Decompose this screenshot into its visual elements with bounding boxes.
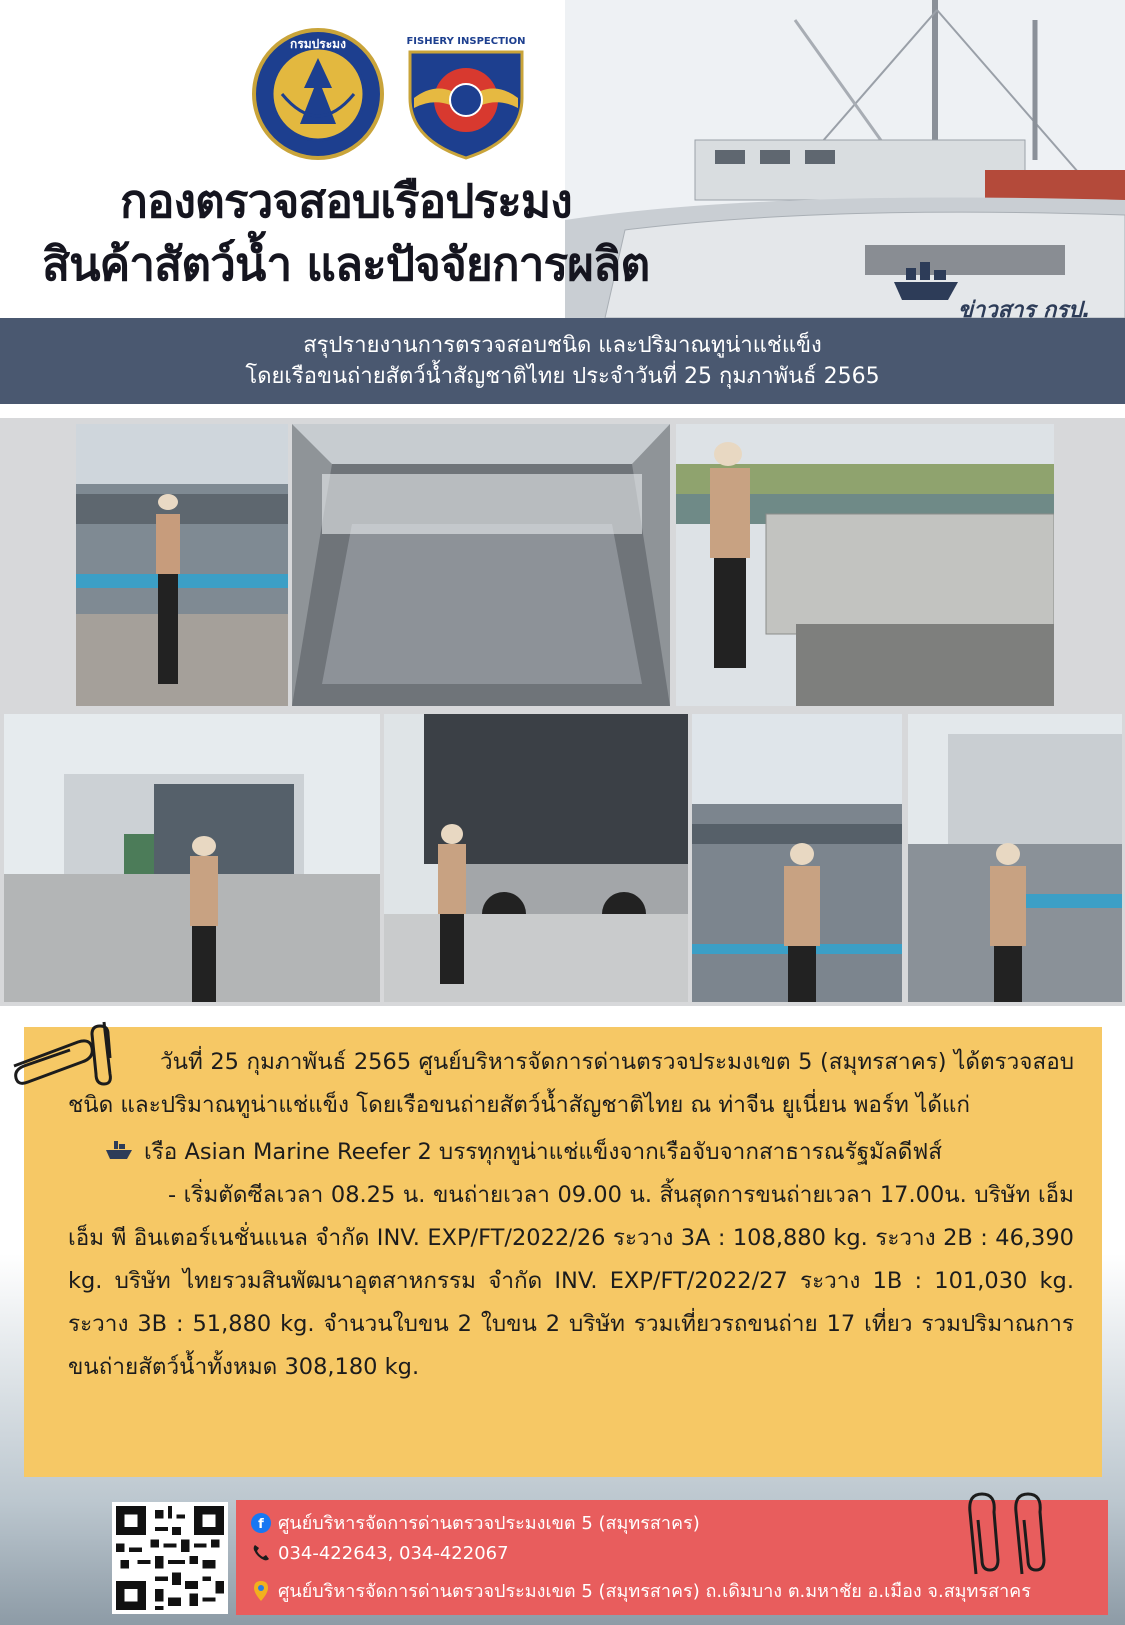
photo-collage xyxy=(0,418,1125,1006)
header xyxy=(0,0,1125,318)
qr-code[interactable] xyxy=(112,1502,228,1614)
news-label: ข่าวสาร กรป. xyxy=(958,298,1091,318)
banner-line2: โดยเรือขนถ่ายสัตว์น้ำสัญชาติไทย ประจำวันที่ 25 กุมภาพันธ์ 2565 xyxy=(245,364,880,389)
paperclip-icon xyxy=(962,1484,1054,1576)
location-pin-icon xyxy=(250,1580,272,1602)
photo-inspector-truck xyxy=(384,714,688,1002)
svg-text:f: f xyxy=(258,1516,264,1532)
report-info-box xyxy=(24,1027,1102,1477)
photo-inspector-ship-rail xyxy=(76,424,288,706)
phone-icon xyxy=(250,1542,272,1564)
svg-text:กรมประมง: กรมประมง xyxy=(290,37,346,51)
svg-text:FISHERY INSPECTION: FISHERY INSPECTION xyxy=(406,36,526,47)
photo-truck-by-ship xyxy=(4,714,380,1002)
address-line[interactable]: ศูนย์บริหารจัดการด่านตรวจประมงเขต 5 (สมุทรสาคร) ถ.เดิมบาง ต.มหาชัย อ.เมือง จ.สมุทรสาคร xyxy=(250,1576,1031,1605)
page-title-line2: สินค้าสัตว์น้ำ และปัจจัยการผลิต xyxy=(42,237,650,291)
ship-icon xyxy=(890,258,962,304)
photo-inspector-deck-1 xyxy=(692,714,902,1002)
ship-icon xyxy=(104,1139,134,1161)
page-title-line1: กองตรวจสอบเรือประมง xyxy=(120,174,572,228)
photo-fish-hold xyxy=(292,424,670,706)
vessel-line: เรือ Asian Marine Reefer 2 บรรทุกทูน่าแช่แข็งจากเรือจับจากสาธารณรัฐมัลดีฟส์ xyxy=(68,1131,1074,1174)
photo-inspector-deck-2 xyxy=(908,714,1122,1002)
summary-banner xyxy=(0,318,1125,404)
facebook-line[interactable]: f ศูนย์บริหารจัดการด่านตรวจประมงเขต 5 (สมุทรสาคร) xyxy=(250,1508,700,1537)
paperclip-icon xyxy=(6,1018,126,1090)
banner-line1: สรุปรายงานการตรวจสอบชนิด และปริมาณทูน่าแช่แข็ง xyxy=(303,333,822,358)
fishery-inspection-logo xyxy=(400,28,532,160)
photo-inspector-river xyxy=(676,424,1054,706)
report-intro-paragraph: วันที่ 25 กุมภาพันธ์ 2565 ศูนย์บริหารจัดการด่านตรวจประมงเขต 5 (สมุทรสาคร) ได้ตรวจสอบชนิด และปริมาณทูน่าแช่แข็ง โดยเรือขนถ่ายสัตว์น้ำสัญชาติไทย ณ ท่าจีน ยูเนี่ยน พอร์ท ได้แก่ xyxy=(68,1049,1074,1118)
facebook-icon xyxy=(250,1512,272,1534)
phone-line[interactable]: 034-422643, 034-422067 xyxy=(250,1542,509,1564)
report-details-paragraph: - เริ่มตัดซีลเวลา 08.25 น. ขนถ่ายเวลา 09.00 น. สิ้นสุดการขนถ่ายเวลา 17.00น. บริษัท เอ็ม เอ็ม พี อินเตอร์เนชั่นแนล จำกัด INV. EXP/FT/2022/26 ระวาง 3A : 108,880 kg. ระวาง 2B : 46,390 kg. บริษัท ไทยรวมสินพัฒนาอุตสาหกรรม จำกัด INV. EXP/FT/2022/27 ระวาง 1B : 101,030 kg. ระวาง 3B : 51,880 kg. จำนวนใบขน 2 ใบขน 2 บริษัท รวมเที่ยวรถขนถ่าย 17 เที่ยว รวมปริมาณการขนถ่ายสัตว์น้ำทั้งหมด 308,180 kg. xyxy=(68,1182,1074,1380)
department-of-fisheries-logo xyxy=(252,28,384,160)
